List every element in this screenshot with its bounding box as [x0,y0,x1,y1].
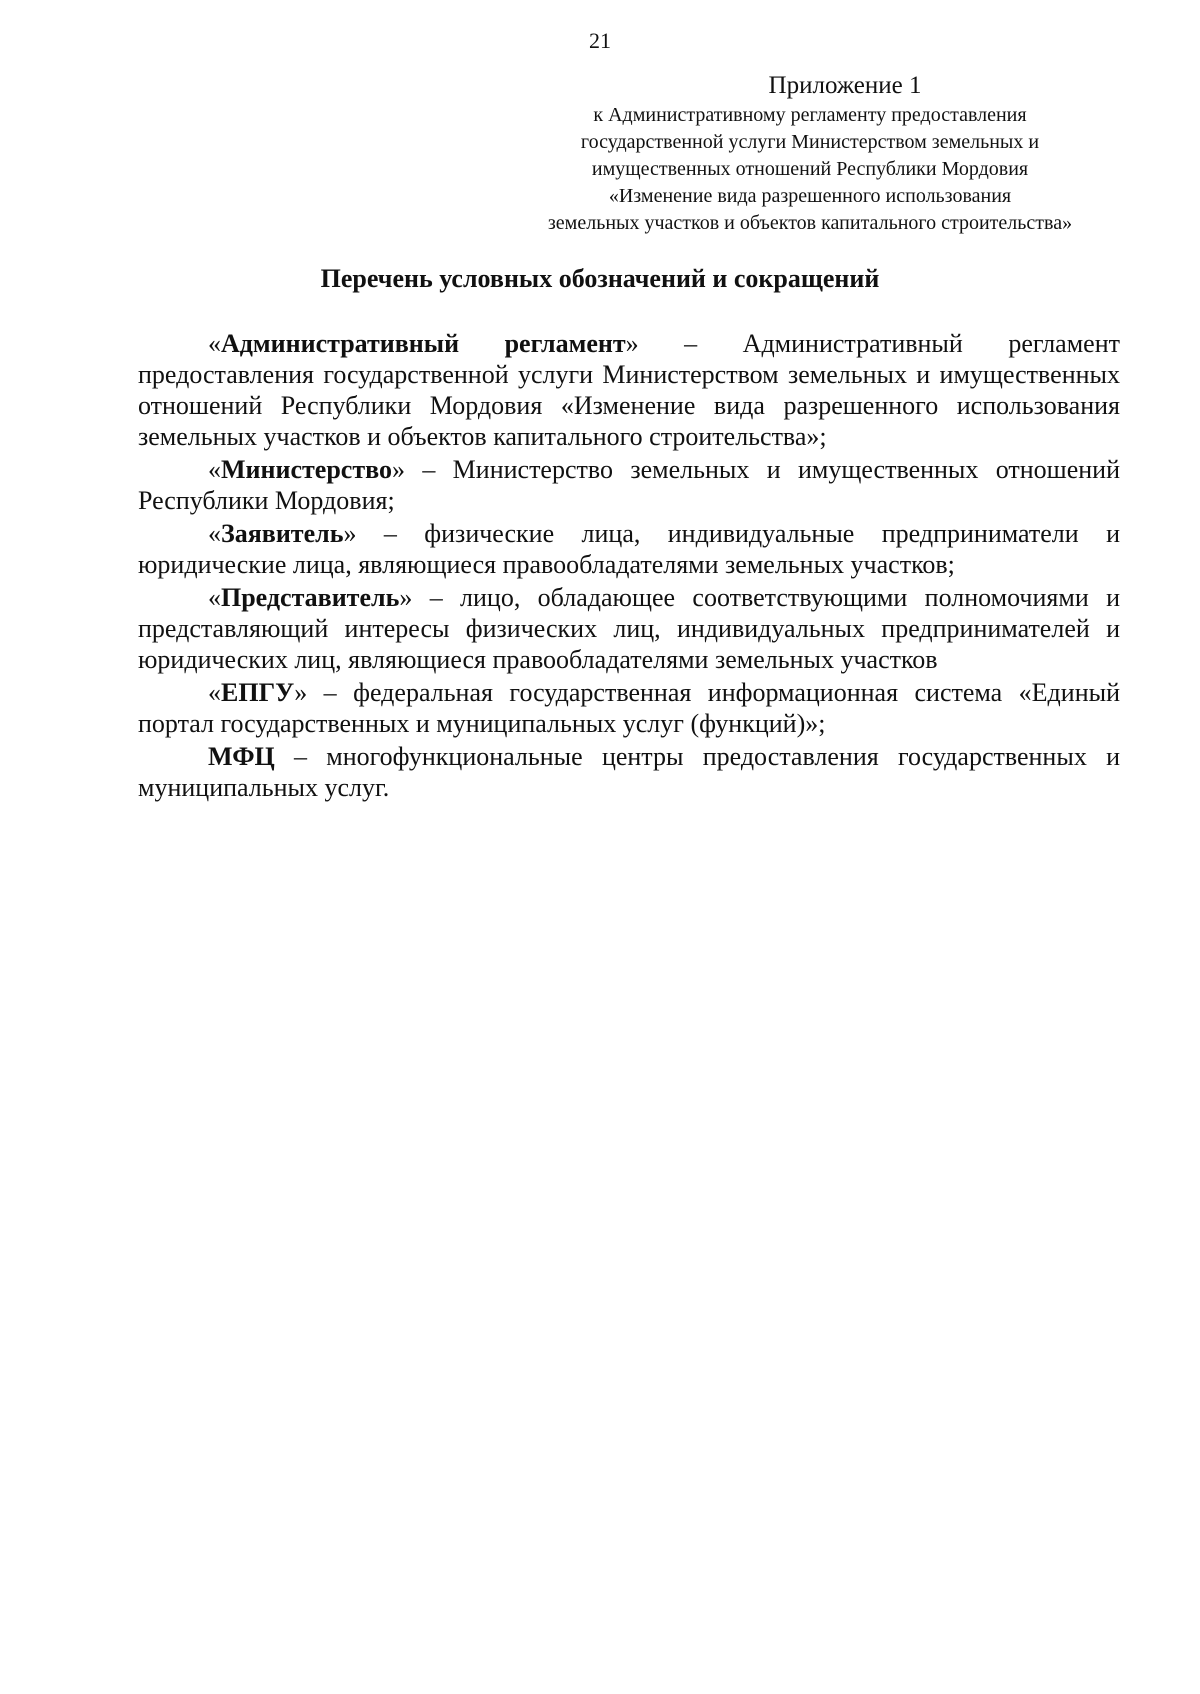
definition-term: ЕПГУ [221,678,295,707]
definition-term: МФЦ [208,742,275,771]
quote-open: « [208,455,221,484]
quote-close: » [294,678,308,707]
quote-open: « [208,329,221,358]
document-title: Перечень условных обозначений и сокращений [320,264,880,293]
appendix-line: государственной услуги Министерством земельных и [580,131,1040,153]
quote-open: « [208,678,221,707]
definition-text: – Министерство земельных и имущественных отношений Республики Мордовия; [138,455,1120,515]
definition-term: Административный регламент [221,329,626,358]
page-number: 21 [589,28,611,53]
definition-text: – многофункциональные центры предоставления государственных и муниципальных услуг. [138,742,1120,802]
definition-text: – федеральная государственная информационная система «Единый портал государственных и муниципальных услуг (функций)»; [138,678,1120,738]
appendix-title: Приложение 1 [768,72,922,99]
definition-text: – физические лица, индивидуальные предприниматели и юридические лица, являющиеся правообладателями земельных участков; [138,519,1120,579]
definition-item [138,454,1120,516]
definition-term: Министерство [221,455,392,484]
definitions-list [138,328,1120,805]
definition-item [138,328,1120,452]
definition-term: Представитель [221,583,400,612]
definition-item [138,518,1120,580]
definition-item [138,741,1120,803]
quote-close: » [343,519,357,548]
quote-open: « [208,583,221,612]
definition-item [138,582,1120,675]
quote-close: » [625,329,639,358]
quote-close: » [391,455,405,484]
quote-open: « [208,519,221,548]
appendix-header [520,70,1100,237]
definition-text: – лицо, обладающее соответствующими полномочиями и представляющий интересы физических лиц, индивидуальных предпринимателей и юридических лиц, являющиеся правообладателями земельных участков [138,583,1120,674]
quote-close: » [399,583,413,612]
appendix-line: к Административному регламенту предоставления [593,104,1027,126]
definition-text: – Административный регламент предоставления государственной услуги Министерством земельных и имущественных отношений Республики Мордовия «Изменение вида разрешенного использования земельных участков и объектов капитального строительства»; [138,329,1120,451]
appendix-line: «Изменение вида разрешенного использования [608,185,1012,207]
definition-item [138,677,1120,739]
definition-term: Заявитель [221,519,344,548]
appendix-line: земельных участков и объектов капитального строительства» [547,212,1073,234]
appendix-line: имущественных отношений Республики Мордовия [591,158,1029,180]
